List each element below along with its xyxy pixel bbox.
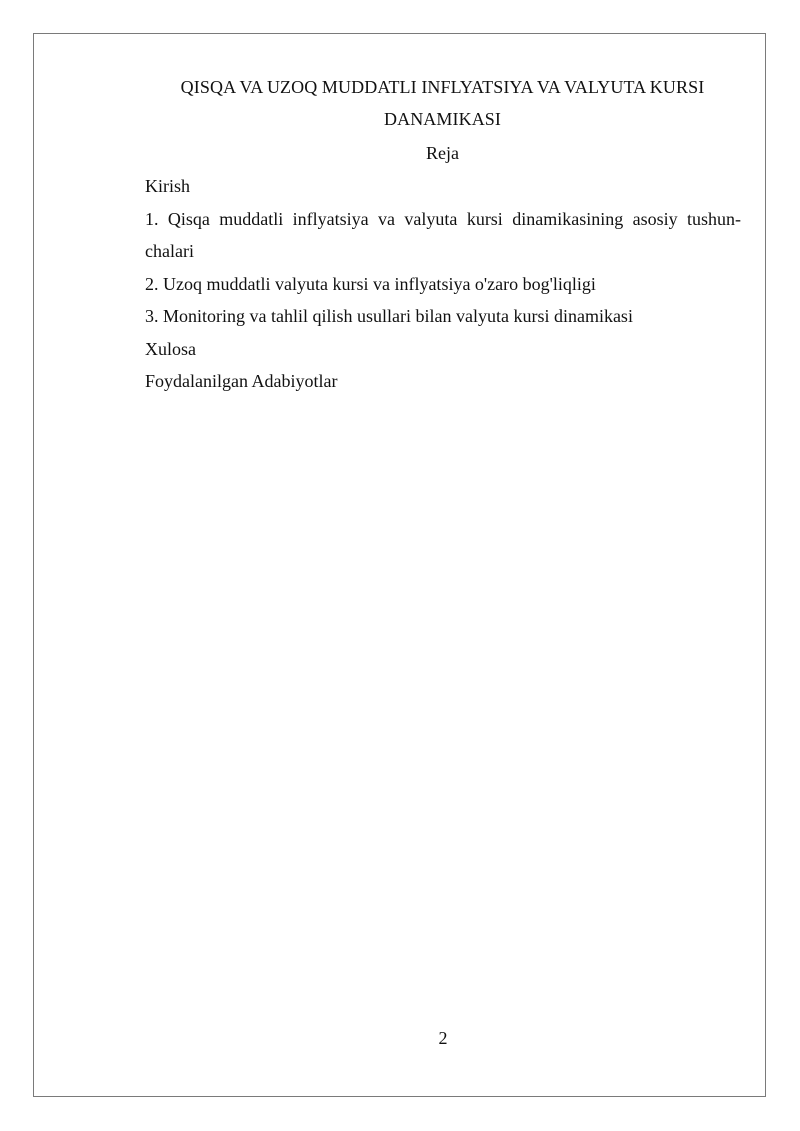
plan-item-references: Foydalanilgan Adabiyotlar [145, 371, 338, 391]
document-title-line-2: DANAMIKASI [384, 109, 501, 129]
plan-item-3: 3. Monitoring va tahlil qilish usullari bilan valyuta kursi dinamikasi [145, 306, 633, 326]
plan-item-introduction: Kirish [145, 176, 190, 196]
plan-item-2: 2. Uzoq muddatli valyuta kursi va inflyatsiya o'zaro bog'liqligi [145, 273, 596, 294]
plan-item-1-line-2: chalari [145, 241, 194, 261]
plan-item-conclusion: Xulosa [145, 338, 196, 359]
plan-item-1 [145, 203, 741, 268]
plan-item-1-line-1: 1. Qisqa muddatli inflyatsiya va valyuta kursi dinamikasining asosiy tushun- [145, 208, 741, 229]
plan-list [145, 170, 741, 398]
document-title-line-1: QISQA VA UZOQ MUDDATLI INFLYATSIYA VA VALYUTA KURSI [180, 77, 705, 97]
plan-heading: Reja [426, 143, 459, 163]
page-number: 2 [438, 1028, 448, 1048]
